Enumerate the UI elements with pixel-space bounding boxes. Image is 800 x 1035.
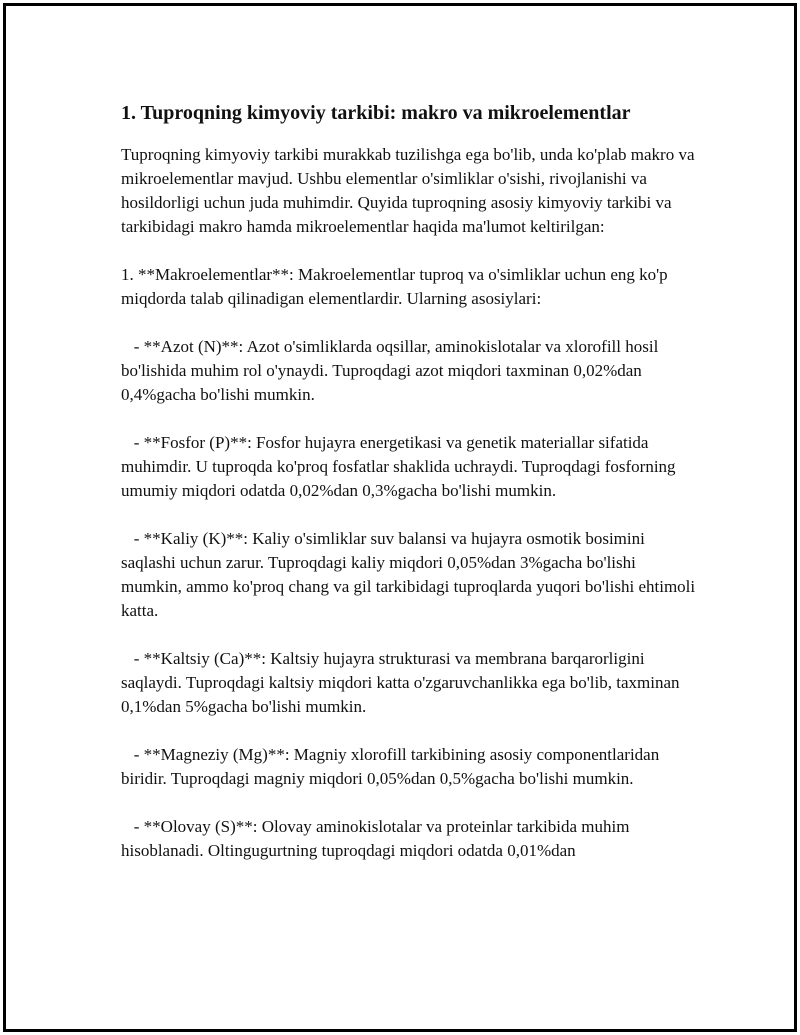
list-item-sulfur: - **Olovay (S)**: Olovay aminokislotalar va proteinlar tarkibida muhim hisoblanadi. Oltingugurtning tuproqdagi miqdori odatda 0,01%dan xyxy=(121,817,630,860)
page-frame xyxy=(3,3,797,1032)
list-item-magnesium: - **Magneziy (Mg)**: Magniy xlorofill tarkibining asosiy componentlaridan biridir. Tuproqdagi magniy miqdori 0,05%dan 0,5%gacha bo'lishi mumkin. xyxy=(121,745,660,788)
document-body xyxy=(121,99,696,863)
intro-paragraph: Tuproqning kimyoviy tarkibi murakkab tuzilishga ega bo'lib, unda ko'plab makro va mikroelementlar mavjud. Ushbu elementlar o'simliklar o'sishi, rivojlanishi va hosildorligi uchun juda muhimdir. Quyida tuproqning asosiy kimyoviy tarkibi va tarkibidagi makro hamda mikroelementlar haqida ma'lumot keltirilgan: xyxy=(121,145,695,236)
list-item-calcium: - **Kaltsiy (Ca)**: Kaltsiy hujayra strukturasi va membrana barqarorligini saqlaydi. Tuproqdagi kaltsiy miqdori katta o'zgaruvchanlikka ega bo'lib, taxminan 0,1%dan 5%gacha bo'lishi mumkin. xyxy=(121,649,680,716)
list-item-nitrogen: - **Azot (N)**: Azot o'simliklarda oqsillar, aminokislotalar va xlorofill hosil bo'lishida muhim rol o'ynaydi. Tuproqdagi azot miqdori taxminan 0,02%dan 0,4%gacha bo'lishi mumkin. xyxy=(121,337,659,404)
list-item-phosphorus: - **Fosfor (P)**: Fosfor hujayra energetikasi va genetik materiallar sifatida muhimdir. U tuproqda ko'proq fosfatlar shaklida uchraydi. Tuproqdagi fosforning umumiy miqdori odatda 0,02%dan 0,3%gacha bo'lishi mumkin. xyxy=(121,433,676,500)
macroelements-paragraph: 1. **Makroelementlar**: Makroelementlar tuproq va o'simliklar uchun eng ko'p miqdorda talab qilinadigan elementlardir. Ularning asosiylari: xyxy=(121,265,668,308)
list-item-potassium: - **Kaliy (K)**: Kaliy o'simliklar suv balansi va hujayra osmotik bosimini saqlashi uchun zarur. Tuproqdagi kaliy miqdori 0,05%dan 3%gacha bo'lishi mumkin, ammo ko'proq chang va gil tarkibidagi tuproqlarda yuqori bo'lishi ehtimoli katta. xyxy=(121,529,696,620)
section-heading: 1. Tuproqning kimyoviy tarkibi: makro va mikroelementlar xyxy=(121,102,631,124)
